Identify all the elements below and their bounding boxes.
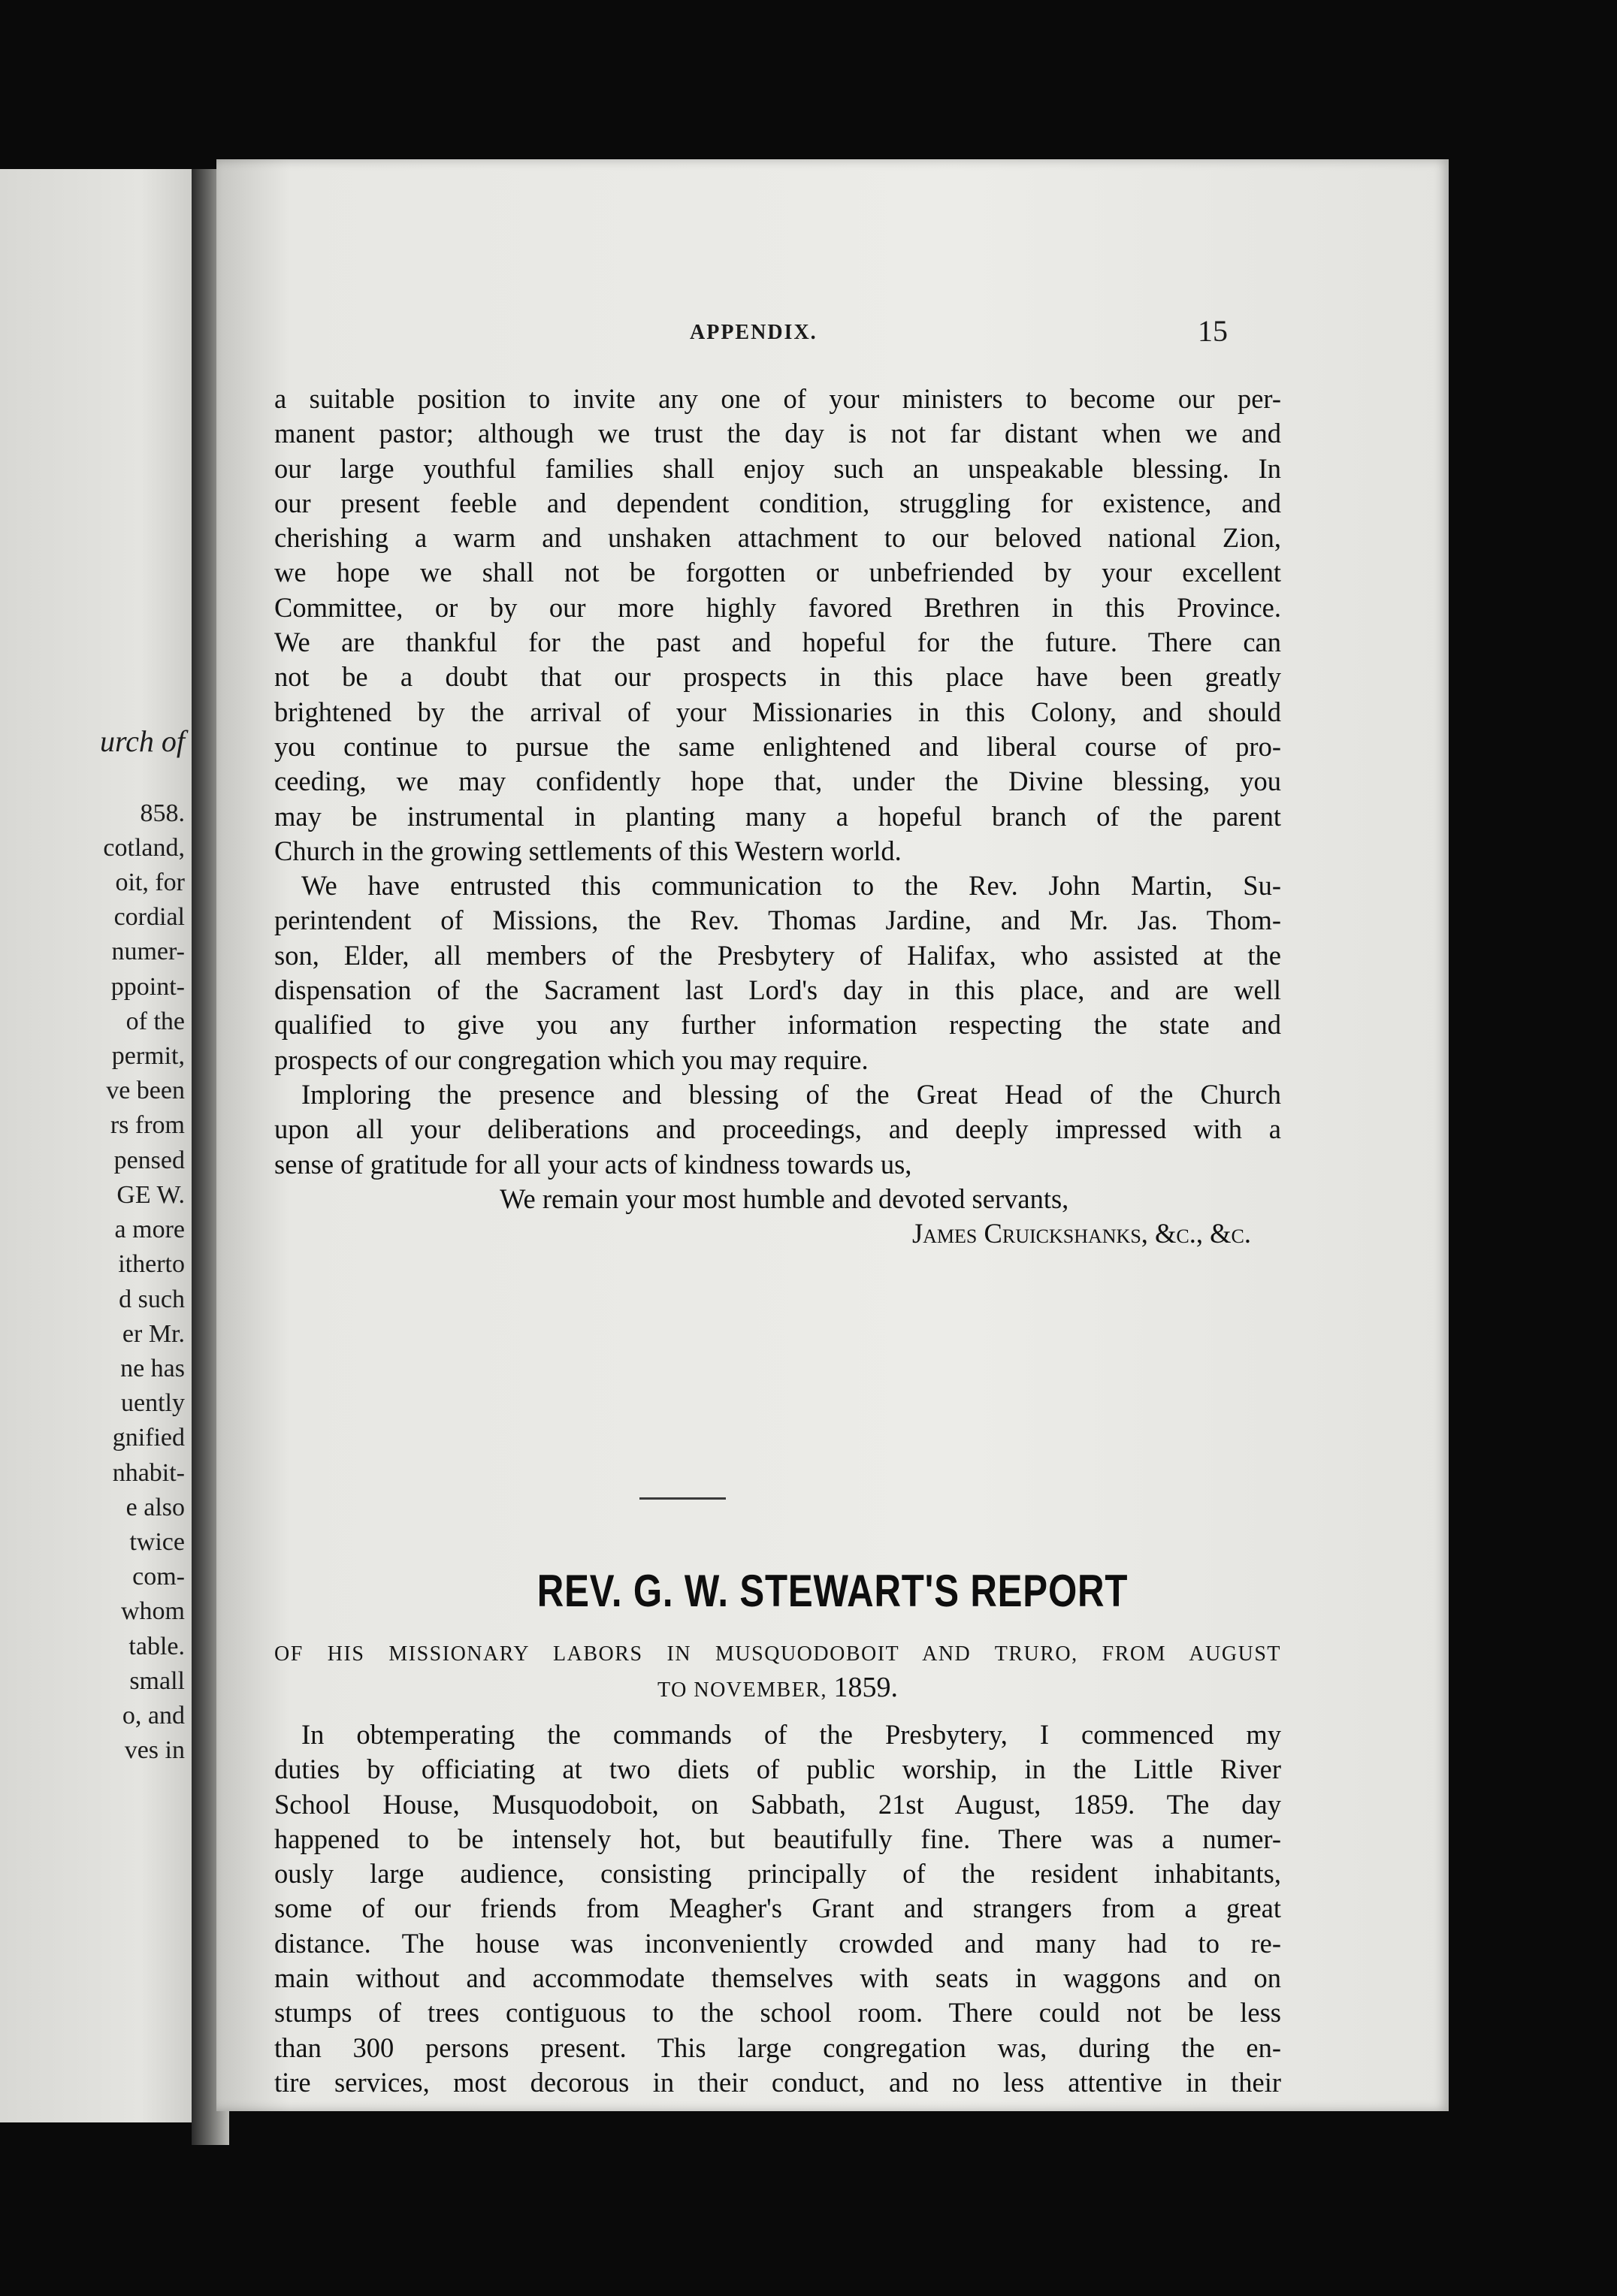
text-line: may be instrumental in planting many a hopeful branch of the parent bbox=[274, 800, 1281, 832]
text-line: qualified to give you any further information respecting the state and bbox=[274, 1009, 1281, 1041]
report-body bbox=[274, 1717, 1281, 2100]
text-line: Committee, or by our more highly favored Brethren in this Province. bbox=[274, 591, 1281, 623]
left-page-text-column bbox=[5, 169, 185, 1768]
text-line: We are thankful for the past and hopeful for the future. There can bbox=[274, 627, 1281, 658]
left-line: whom bbox=[121, 1597, 185, 1626]
left-line: oit, for bbox=[115, 869, 185, 897]
text-line: upon all your deliberations and proceedings, and deeply impressed with a bbox=[274, 1113, 1281, 1145]
text-line: happened to be intensely hot, but beautifully fine. There was a numer- bbox=[274, 1823, 1281, 1854]
text-line: you continue to pursue the same enlightened and liberal course of pro- bbox=[274, 730, 1281, 762]
text-line: son, Elder, all members of the Presbytery of Halifax, who assisted at the bbox=[274, 939, 1281, 971]
text-line: cherishing a warm and unshaken attachment to our beloved national Zion, bbox=[274, 522, 1281, 554]
left-line: itherto bbox=[118, 1250, 185, 1279]
left-line: pensed bbox=[113, 1146, 185, 1174]
text-line: dispensation of the Sacrament last Lord's day in this place, and are well bbox=[274, 974, 1281, 1006]
text-line: Church in the growing settlements of this Western world. bbox=[274, 835, 902, 866]
text-line: We have entrusted this communication to the Rev. John Martin, Su- bbox=[301, 870, 1281, 902]
left-line: cotland, bbox=[103, 833, 185, 862]
text-line: perintendent of Missions, the Rev. Thomas Jardine, and Mr. Jas. Thom- bbox=[274, 905, 1281, 936]
text-line: than 300 persons present. This large congregation was, during the en- bbox=[274, 2032, 1281, 2063]
text-line: tire services, most decorous in their conduct, and no less attentive in their bbox=[274, 2066, 1281, 2098]
subtitle-date: TO NOVEMBER, bbox=[657, 1678, 827, 1702]
left-line: com- bbox=[132, 1563, 185, 1591]
text-line: In obtemperating the commands of the Presbytery, I commenced my bbox=[301, 1719, 1281, 1750]
section-divider bbox=[639, 1497, 726, 1500]
text-line: prospects of our congregation which you may require. bbox=[274, 1044, 869, 1075]
page-header bbox=[216, 313, 1449, 358]
letter-body bbox=[274, 382, 1281, 1251]
book-page bbox=[216, 159, 1449, 2111]
text-line: duties by officiating at two diets of public worship, in the Little River bbox=[274, 1754, 1281, 1785]
left-line: table. bbox=[128, 1632, 185, 1660]
running-head: APPENDIX. bbox=[690, 321, 818, 344]
text-line: main without and accommodate themselves with seats in waggons and on bbox=[274, 1962, 1281, 1994]
subtitle-line: OF HIS MISSIONARY LABORS IN MUSQUODOBOIT AND TRURO, FROM AUGUST bbox=[274, 1642, 1281, 1666]
left-line: uently bbox=[121, 1389, 185, 1418]
left-line: permit, bbox=[111, 1042, 185, 1071]
letter-signature: James Cruickshanks, &c., &c. bbox=[911, 1218, 1251, 1249]
left-line: of the bbox=[125, 1007, 185, 1035]
text-line: we hope we shall not be forgotten or unbefriended by your excellent bbox=[274, 557, 1281, 588]
left-line: ve been bbox=[106, 1077, 185, 1105]
text-line: distance. The house was inconveniently crowded and many had to re- bbox=[274, 1927, 1281, 1959]
subtitle-year: 1859. bbox=[833, 1672, 898, 1703]
left-line: a more bbox=[114, 1216, 185, 1244]
left-line: e also bbox=[125, 1493, 185, 1521]
text-line: not be a doubt that our prospects in this place have been greatly bbox=[274, 661, 1281, 693]
text-line: ously large audience, consisting principally of the resident inhabitants, bbox=[274, 1858, 1281, 1890]
left-line: ves in bbox=[124, 1736, 185, 1765]
page-number: 15 bbox=[1198, 314, 1228, 348]
text-line: some of our friends from Meagher's Grant and strangers from a great bbox=[274, 1893, 1281, 1924]
text-line: Imploring the presence and blessing of the Great Head of the Church bbox=[301, 1078, 1281, 1110]
left-line: ppoint- bbox=[110, 972, 185, 1001]
left-line: er Mr. bbox=[122, 1319, 185, 1348]
text-line: our present feeble and dependent condition, struggling for existence, and bbox=[274, 487, 1281, 518]
left-line: GE W. bbox=[116, 1180, 185, 1209]
left-line: gnified bbox=[112, 1424, 185, 1452]
letter-closing: We remain your most humble and devoted servants, bbox=[500, 1183, 1069, 1214]
left-line: ne has bbox=[120, 1354, 185, 1382]
report-subtitle bbox=[274, 1638, 1281, 1707]
left-line: nhabit- bbox=[112, 1458, 185, 1487]
text-line: brightened by the arrival of your Missionaries in this Colony, and should bbox=[274, 696, 1281, 727]
left-facing-page bbox=[0, 169, 201, 2122]
report-title: REV. G. W. STEWART'S REPORT bbox=[536, 1566, 1129, 1616]
text-line: ceeding, we may confidently hope that, under the Divine blessing, you bbox=[274, 766, 1281, 797]
left-line: rs from bbox=[110, 1111, 185, 1140]
text-line: manent pastor; although we trust the day is not far distant when we and bbox=[274, 418, 1281, 449]
left-line: cordial bbox=[113, 903, 185, 932]
left-line: numer- bbox=[111, 938, 185, 966]
left-line-italic: urch of bbox=[100, 724, 185, 759]
left-line: 858. bbox=[140, 799, 185, 827]
left-line: twice bbox=[129, 1527, 185, 1556]
left-line: o, and bbox=[122, 1701, 185, 1730]
left-line: d such bbox=[119, 1285, 185, 1313]
text-line: School House, Musquodoboit, on Sabbath, 21st August, 1859. The day bbox=[274, 1788, 1281, 1820]
text-line: stumps of trees contiguous to the school room. There could not be less bbox=[274, 1997, 1281, 2029]
text-line: our large youthful families shall enjoy such an unspeakable blessing. In bbox=[274, 452, 1281, 484]
left-line: small bbox=[129, 1666, 185, 1695]
subtitle-line-2 bbox=[274, 1671, 1281, 1707]
text-line: sense of gratitude for all your acts of kindness towards us, bbox=[274, 1148, 912, 1180]
text-line: a suitable position to invite any one of your ministers to become our per- bbox=[274, 383, 1281, 414]
